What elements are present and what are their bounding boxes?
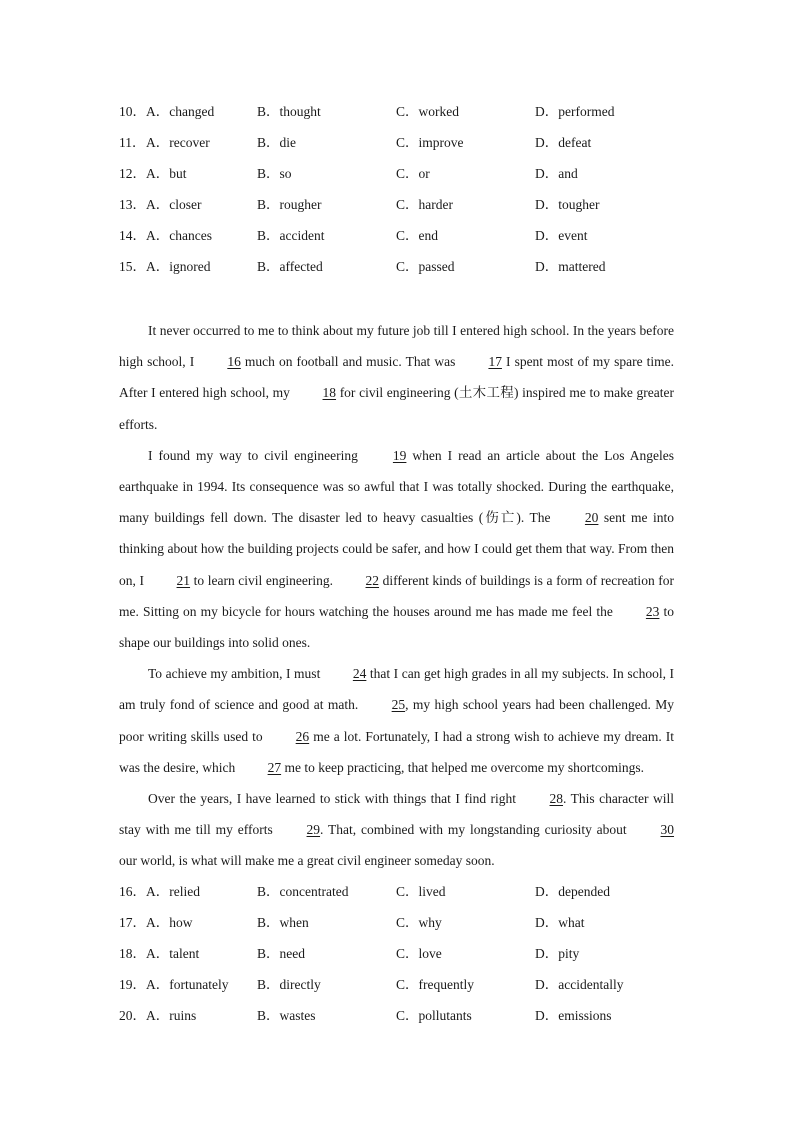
option-a[interactable]: A．how [146, 915, 193, 930]
option-c[interactable]: C．why [396, 915, 442, 930]
blank-16[interactable]: 16 [227, 354, 241, 370]
option-a[interactable]: A．ignored [146, 259, 211, 274]
option-a[interactable]: A．recover [146, 135, 210, 150]
option-row-13 [119, 189, 679, 220]
question-number: 10． [119, 104, 146, 119]
option-a[interactable]: A．talent [146, 946, 200, 961]
passage-text: different kinds of buildings is a form of recreation for me. Sitting on my bicycle for hours watching the houses around me has made me feel the [119, 572, 675, 619]
option-b[interactable]: B．directly [257, 977, 321, 992]
passage-text: , my high school years had been challenged. My poor writing skills used to [119, 697, 674, 744]
option-d[interactable]: D．pity [535, 946, 580, 961]
passage-text: . This character will stay with me till my efforts [119, 791, 674, 838]
option-c[interactable]: C．worked [396, 104, 459, 119]
option-a[interactable]: A．chances [146, 228, 212, 243]
paragraph-2 [119, 440, 674, 658]
blank-25[interactable]: 25 [391, 697, 406, 713]
blank-18[interactable]: 18 [322, 385, 337, 401]
option-b[interactable]: B．affected [257, 259, 323, 274]
passage-text: our world, is what will make me a great civil engineer someday soon. [119, 853, 495, 869]
option-b[interactable]: B．concentrated [257, 884, 349, 899]
question-number: 14． [119, 228, 146, 243]
option-b[interactable]: B．thought [257, 104, 321, 119]
question-number: 15． [119, 259, 146, 274]
option-c[interactable]: C．improve [396, 135, 464, 150]
option-c[interactable]: C．end [396, 228, 438, 243]
option-a[interactable]: A．ruins [146, 1008, 197, 1023]
option-row-12 [119, 158, 679, 189]
option-a[interactable]: A．fortunately [146, 977, 229, 992]
question-number: 19． [119, 977, 146, 992]
blank-21[interactable]: 21 [176, 572, 191, 588]
blank-28[interactable]: 28 [549, 791, 564, 807]
passage-text: to learn civil engineering. [190, 572, 337, 588]
question-number: 18． [119, 946, 146, 961]
option-d[interactable]: D．event [535, 228, 588, 243]
option-row-19 [119, 969, 679, 1000]
option-a[interactable]: A．relied [146, 884, 200, 899]
passage-text: much on football and music. That was [240, 354, 460, 370]
question-number: 20． [119, 1008, 146, 1023]
option-c[interactable]: C．love [396, 946, 442, 961]
blank-19[interactable]: 19 [392, 447, 407, 463]
option-row-11 [119, 127, 679, 158]
passage-text: To achieve my ambition, I must [148, 666, 324, 682]
question-number: 13． [119, 197, 146, 212]
passage-text: I found my way to civil engineering [148, 447, 364, 463]
option-d[interactable]: D．mattered [535, 259, 606, 274]
options-block-bottom [119, 876, 679, 1031]
passage-text: when I read an article about the Los Angeles earthquake in 1994. Its consequence was so awful that I was totally shocked. During the earthquake, many buildings fell down. The disaster led to heavy casualties (伤亡). The [119, 447, 674, 526]
option-a[interactable]: A．changed [146, 104, 215, 119]
option-b[interactable]: B．when [257, 915, 309, 930]
paragraph-4 [119, 783, 674, 877]
passage-text: that I can get high grades in all my subjects. In school, I am truly fond of science and good at math. [119, 666, 674, 713]
option-c[interactable]: C．frequently [396, 977, 474, 992]
option-c[interactable]: C．passed [396, 259, 455, 274]
option-b[interactable]: B．wastes [257, 1008, 316, 1023]
option-b[interactable]: B．accident [257, 228, 325, 243]
option-row-15 [119, 251, 679, 282]
passage-text: I spent most of my spare time. After I entered high school, my [119, 354, 674, 401]
blank-17[interactable]: 17 [488, 354, 502, 370]
option-row-20 [119, 1000, 679, 1031]
passage-text: for civil engineering (土木工程) inspired me to make greater efforts. [119, 385, 675, 432]
blank-27[interactable]: 27 [267, 759, 282, 775]
cloze-passage [119, 315, 674, 877]
question-number: 12． [119, 166, 146, 181]
option-row-18 [119, 938, 679, 969]
blank-20[interactable]: 20 [584, 510, 599, 526]
blank-29[interactable]: 29 [306, 822, 321, 838]
option-b[interactable]: B．so [257, 166, 292, 181]
option-b[interactable]: B．need [257, 946, 305, 961]
blank-24[interactable]: 24 [352, 666, 367, 682]
passage-text: Over the years, I have learned to stick with things that I find right [148, 791, 521, 807]
option-b[interactable]: B．die [257, 135, 296, 150]
paragraph-1 [119, 315, 674, 440]
passage-text: sent me into thinking about how the building projects could be safer, and how I could get them that way. From then on, I [119, 510, 674, 588]
option-a[interactable]: A．closer [146, 197, 202, 212]
passage-text: me to keep practicing, that helped me overcome my shortcomings. [281, 759, 644, 775]
paragraph-3 [119, 658, 674, 783]
option-row-17 [119, 907, 679, 938]
question-number: 17． [119, 915, 146, 930]
blank-22[interactable]: 22 [365, 572, 380, 588]
option-d[interactable]: D．performed [535, 104, 615, 119]
option-row-10 [119, 96, 679, 127]
option-c[interactable]: C．harder [396, 197, 453, 212]
option-c[interactable]: C．pollutants [396, 1008, 472, 1023]
option-c[interactable]: C．lived [396, 884, 446, 899]
options-block-top [119, 96, 679, 282]
option-d[interactable]: D．defeat [535, 135, 592, 150]
passage-text: . That, combined with my longstanding curiosity about [320, 822, 632, 838]
blank-30[interactable]: 30 [660, 822, 675, 838]
question-number: 16． [119, 884, 146, 899]
option-d[interactable]: D．and [535, 166, 578, 181]
blank-23[interactable]: 23 [645, 603, 660, 619]
option-d[interactable]: D．accidentally [535, 977, 624, 992]
option-d[interactable]: D．what [535, 915, 585, 930]
option-d[interactable]: D．emissions [535, 1008, 612, 1023]
passage-text: It never occurred to me to think about my future job till I entered high school. In the years before high school, I [119, 323, 674, 370]
option-row-14 [119, 220, 679, 251]
option-a[interactable]: A．but [146, 166, 187, 181]
option-d[interactable]: D．tougher [535, 197, 600, 212]
option-row-16 [119, 876, 679, 907]
blank-26[interactable]: 26 [295, 728, 310, 744]
option-c[interactable]: C．or [396, 166, 430, 181]
passage-text: me a lot. Fortunately, I had a strong wish to achieve my dream. It was the desire, which [119, 728, 674, 775]
passage-text: to shape our buildings into solid ones. [119, 603, 674, 651]
option-d[interactable]: D．depended [535, 884, 610, 899]
question-number: 11． [119, 135, 146, 150]
option-b[interactable]: B．rougher [257, 197, 322, 212]
